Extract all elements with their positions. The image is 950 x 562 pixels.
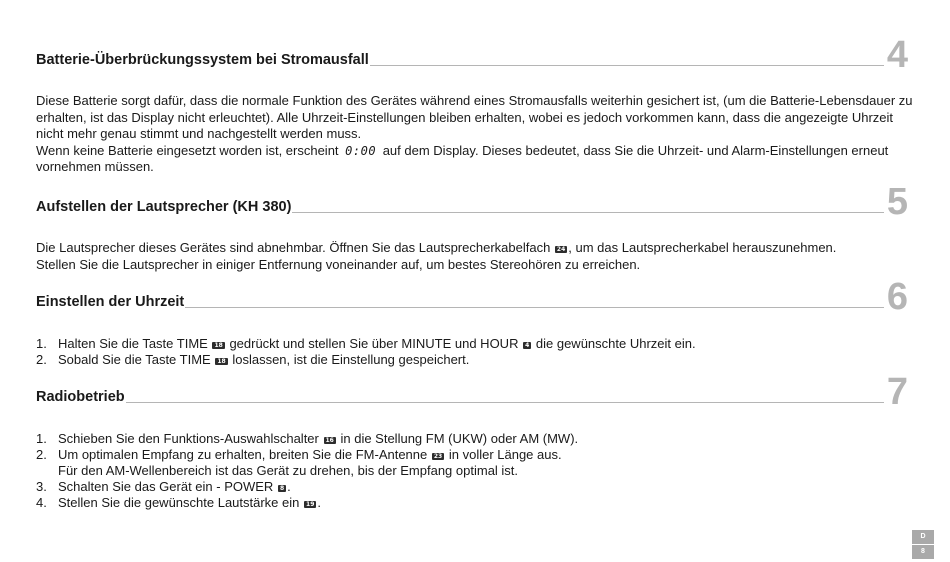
section-number: 6 [886,276,908,318]
list-item: 1. Schieben Sie den Funktions-Auswahlschalter 16 in die Stellung FM (UKW) oder AM (MW). [36,431,579,446]
paragraph: Diese Batterie sorgt dafür, dass die normale Funktion des Gerätes während eines Stromausfalls weiterhin gesichert ist, (um die Batterie-Lebensdauer zu erhalten, ist das Display nicht erleuchtet). Alle Uhrzeit-Einstellungen bleiben erhalten, wobei es jedoch vorkommen kann, dass die angezeigte Uhrzeit nicht mehr genau stimmt und nachgestellt werden muss. [36,93,913,142]
section-header [36,181,914,223]
section-header [36,34,914,76]
reference-badge: 23 [433,453,443,460]
section-title: Einstellen der Uhrzeit [36,294,185,310]
section-title: Aufstellen der Lautsprecher (KH 380) [36,199,292,215]
section-title: Radiobetrieb [36,389,125,405]
paragraph: Die Lautsprecher dieses Gerätes sind abnehmbar. Öffnen Sie das Lautsprecherkabelfach 24 , um das Lautsprecherkabel herauszunehmen. [36,240,837,255]
step-list [36,336,914,368]
section-divider [36,402,884,403]
section-title: Batterie-Überbrückungssystem bei Stromausfall [36,52,369,68]
reference-badge: 18 [214,342,223,349]
section-header [36,371,914,413]
reference-badge: 24 [556,246,566,253]
page-marker [912,530,934,560]
page-number: 8 [912,545,934,559]
step-list [36,431,914,511]
section-battery-backup [36,36,914,176]
section-number: 4 [886,34,908,76]
section-speakers [36,183,914,273]
language-tab: D [912,530,934,544]
section-number: 5 [886,181,908,223]
reference-badge: 8 [279,485,285,492]
section-set-time [36,278,914,368]
list-item: 1. Halten Sie die Taste TIME 18 gedrückt und stellen Sie über MINUTE und HOUR 4 die gewünschte Uhrzeit ein. [36,336,696,351]
list-item: 2. Um optimalen Empfang zu erhalten, breiten Sie die FM-Antenne 23 in voller Länge aus. Für den AM-Wellenbereich ist das Gerät zu drehen, bis der Empfang optimal ist. [36,447,914,479]
list-item: 4. Stellen Sie die gewünschte Lautstärke ein 19 . [36,495,321,510]
list-item-note: Für den AM-Wellenbereich ist das Gerät zu drehen, bis der Empfang optimal ist. [58,463,519,478]
paragraph: Wenn keine Batterie eingesetzt worden ist, erscheint 0:00 auf dem Display. Dieses bedeutet, dass Sie die Uhrzeit- und Alarm-Einstellungen erneut vornehmen müssen. [36,142,889,175]
reference-badge: 19 [306,501,315,508]
reference-badge: 4 [525,342,530,349]
list-item: 3. Schalten Sie das Gerät ein - POWER 8 . [36,479,291,494]
reference-badge: 16 [325,437,334,444]
list-item: 2. Sobald Sie die Taste TIME 18 loslassen, ist die Einstellung gespeichert. [36,352,470,367]
lcd-display-value: 0:00 [345,143,377,158]
section-radio-operation [36,373,914,511]
paragraph: Stellen Sie die Lautsprecher in einiger Entfernung voneinander auf, um bestes Stereohören zu erreichen. [36,256,641,272]
section-header [36,276,914,318]
reference-badge: 18 [217,358,226,365]
section-number: 7 [886,371,908,413]
